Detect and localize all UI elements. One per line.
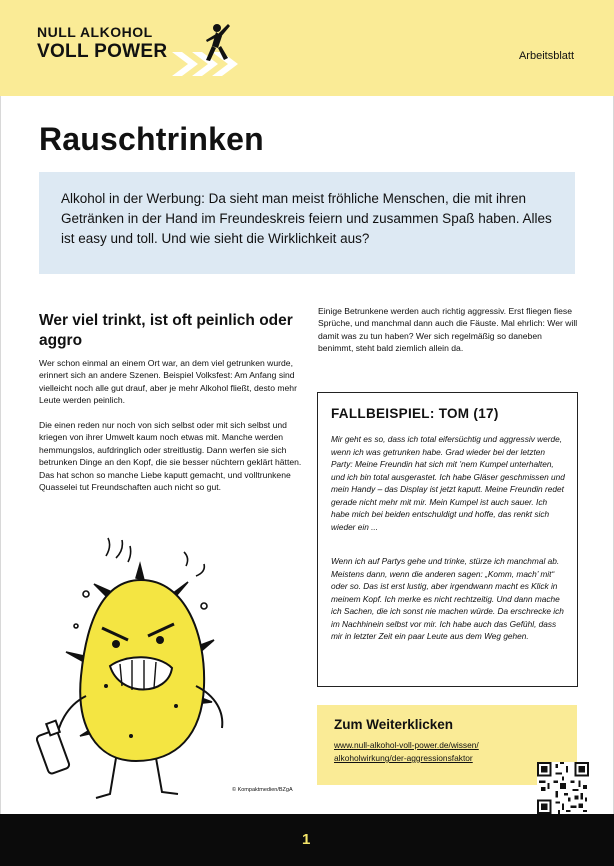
brand-line-1: NULL ALKOHOL [37, 24, 153, 40]
qr-code-icon[interactable] [537, 762, 589, 814]
document-type-label: Arbeitsblatt [518, 50, 574, 62]
further-links-heading: Zum Weiterklicken [334, 717, 454, 732]
page-number: 1 [302, 831, 311, 848]
angry-monster-illustration [36, 536, 236, 816]
case-study-title: FALLBEISPIEL: TOM (17) [331, 406, 499, 421]
brand-line-2: VOLL POWER [37, 41, 168, 62]
page-title: Rauschtrinken [39, 121, 264, 157]
section-paragraph-2: Die einen reden nur noch von sich selbst oder mit sich selbst und kriegen von ihrer Umwelt kaum noch etwas mit. Manche werden hemmungslos, aufdringlich oder streitlustig. Dann werfen sie sich betrunken Dinge an den Kopf, die sie besser nüchtern geklärt hätten. Das hat schon so manche Liebe kaputt gemacht, und volltrunkene Quasselei tut Freundschaften auch nicht so gut. [39, 420, 302, 493]
intro-box [39, 172, 575, 274]
further-link-url-line-1[interactable]: www.null-alkohol-voll-power.de/wissen/ [334, 740, 479, 750]
further-link-url-line-2[interactable]: alkoholwirkung/der-aggressionsfaktor [334, 753, 473, 763]
section-heading: Wer viel trinkt, ist oft peinlich oder aggro [39, 312, 293, 349]
page-header [0, 0, 614, 96]
case-study-paragraph-2: Wenn ich auf Partys gehe und trinke, stürze ich manchmal ab. Meistens dann, wenn die anderen sagen: „Komm, mach’ mit“ oder so. Das ist erst lustig, aber irgendwann macht es Klick in meinem Kopf. Ich merke es nicht rechtzeitig. Und dann mache ich Sachen, die ich sonst nie machen würde. Da erschrecke ich im Nachhinein selbst vor mir. Ich habe auch das Gefühl, dass mir in letzter Zeit ein paar Leute aus dem Weg gehen. [331, 556, 564, 641]
case-study-box [317, 392, 578, 687]
intro-text: Alkohol in der Werbung: Da sieht man meist fröhliche Menschen, die mit ihren Getränken in der Hand im Freundeskreis feiern und zusammen Spaß haben. Alles ist easy und toll. Und wie sieht die Wirklichkeit aus? [61, 191, 552, 246]
page-footer [0, 814, 614, 866]
image-credit: © Kompaktmedien/BZgA [232, 787, 293, 793]
section-paragraph-1: Wer schon einmal an einem Ort war, an dem viel getrunken wurde, erinnert sich an andere Szenen. Beispiel Volksfest: Am Anfang sind vielleicht noch alle gut drauf, aber je mehr Alkohol fließt, desto mehr Leute werden peinlich. [39, 358, 297, 406]
case-study-paragraph-1: Mir geht es so, dass ich total eifersüchtig und aggressiv werde, wenn ich was getrunken habe. Grad wieder bei der letzten Party: Meine Freundin hat sich mit ’nem Kumpel unterhalten, und ich bin total ausgerastet. Ich habe Gläser geschmissen und mein Handy – das Display ist jetzt kaputt. Meine Freundin redet gerade nicht mehr mit mir. Mein Kumpel ist auch sauer. Ich habe mich bei beiden entschuldigt und hoffe, das renkt sich wieder ein ... [331, 434, 565, 532]
section-paragraph-3: Einige Betrunkene werden auch richtig aggressiv. Erst fliegen fiese Sprüche, und manchmal dann auch die Fäuste. Mal ehrlich: Wer will damit was zu tun haben? Wer sich regelmäßig so daneben benimmt, steht bald ziemlich allein da. [318, 306, 578, 354]
runner-chevrons-icon [172, 14, 262, 76]
